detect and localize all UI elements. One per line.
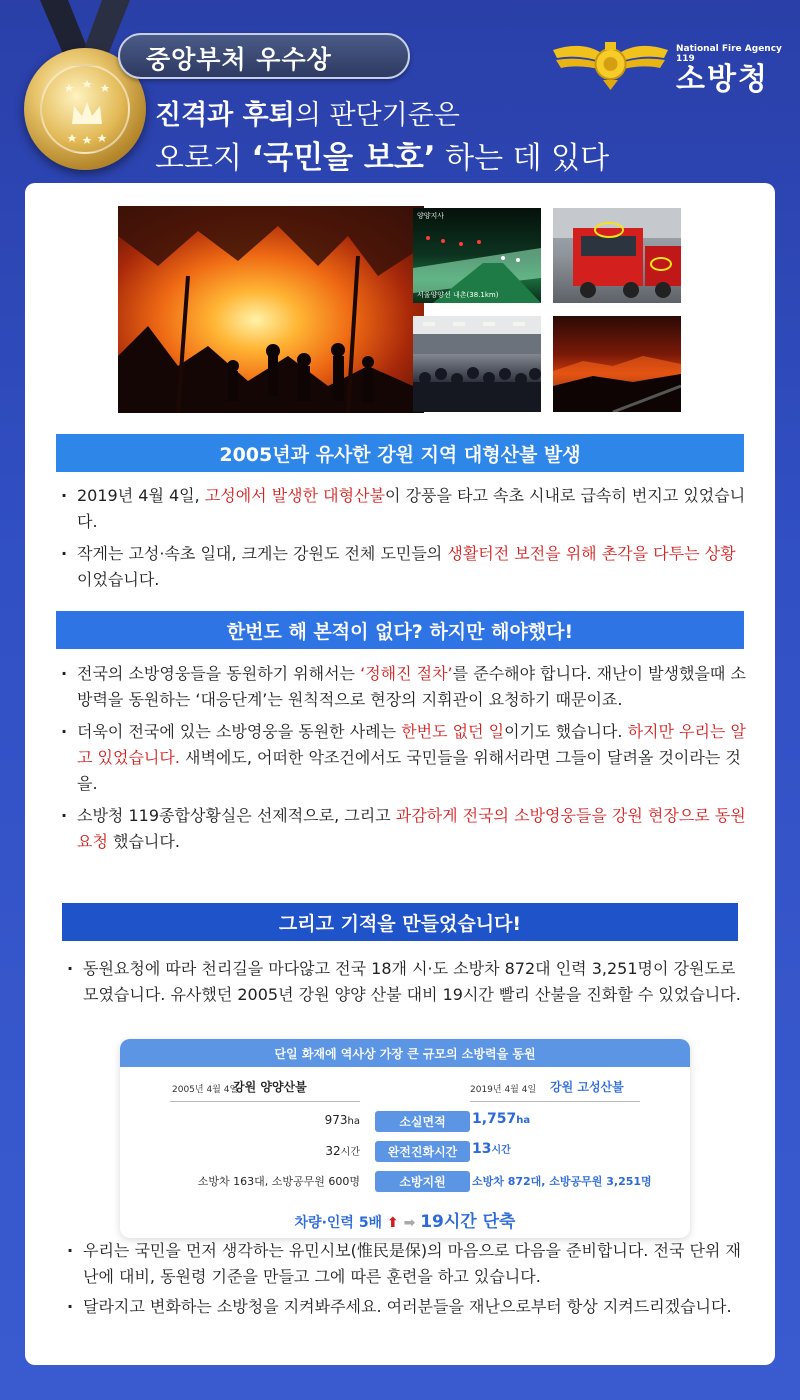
- fire-agency-emblem-icon: [553, 32, 668, 92]
- section-3-list: [65, 956, 745, 1014]
- award-label: 중앙부처 우수상: [146, 45, 332, 74]
- support-label: 소방지원: [375, 1171, 470, 1192]
- section-3-title: 그리고 기적을 만들었습니다!: [62, 903, 738, 941]
- list-item: · 더욱이 전국에 있는 소방영웅을 동원한 사례는 한번도 없던 일이기도 했습니다. 하지만 우리는 알고 있었습니다. 새벽에도, 어떠한 악조건에서도 국민들을 위해서라면 그들이 달려올 것이라는 것을.: [59, 719, 749, 797]
- left-burn-area: 973ha: [324, 1113, 360, 1127]
- right-extinguish-time: 13시간: [472, 1141, 511, 1157]
- burn-area-label: 소실면적: [375, 1111, 470, 1132]
- agency-korean-name: 소방청: [676, 62, 769, 97]
- arrow-up-icon: ⬆: [386, 1215, 399, 1231]
- section-1-list: [59, 483, 749, 599]
- forest-fire-photo: [118, 206, 424, 413]
- content-card: [25, 183, 775, 1365]
- list-item: · 소방청 119종합상황실은 선제적으로, 그리고 과감하게 전국의 소방영웅들을 강원 현장으로 동원요청 했습니다.: [59, 803, 749, 855]
- agency-english-name: National Fire Agency 119: [676, 44, 782, 64]
- list-item: · 2019년 4월 4일, 고성에서 발생한 대형산불이 강풍을 타고 속초 시내로 급속히 번지고 있었습니다.: [59, 483, 749, 535]
- list-item: · 작게는 고성·속초 일대, 크게는 강원도 전체 도민들의 생활터전 보전을 위해 촌각을 다투는 상황이었습니다.: [59, 541, 749, 593]
- section-2-title: 한번도 해 본적이 없다? 하지만 해야했다!: [56, 611, 744, 649]
- cctv-highway-photo: [413, 208, 541, 303]
- header: [0, 0, 800, 185]
- section-1-title: 2005년과 유사한 강원 지역 대형산불 발생: [56, 434, 744, 472]
- headline-line-2: 오로지 ‘국민을 보호’ 하는 데 있다: [155, 140, 610, 176]
- left-support: 소방차 163대, 소방공무원 600명: [197, 1175, 360, 1188]
- list-item: · 우리는 국민을 먼저 생각하는 유민시보(惟民是保)의 마음으로 다음을 준비합니다. 전국 단위 재난에 대비, 동원령 기준을 만들고 그에 따른 훈련을 하고 있습니다.: [65, 1238, 745, 1290]
- left-fire-name: 강원 양양산불: [233, 1080, 307, 1094]
- right-burn-area: 1,757ha: [472, 1111, 531, 1127]
- list-item: · 동원요청에 따라 천리길을 마다않고 전국 18개 시·도 소방차 872대 인력 3,251명이 강원도로 모였습니다. 유사했던 2005년 강원 양양 산불 대비 19시간 빨리 산불을 진화할 수 있었습니다.: [65, 956, 745, 1008]
- night-wildfire-photo: [553, 316, 681, 412]
- arrow-right-icon: ➡: [403, 1215, 416, 1231]
- left-fire-date: 2005년 4월 4일: [172, 1085, 239, 1095]
- divider: [170, 1101, 360, 1102]
- list-item: · 전국의 소방영웅들을 동원하기 위해서는 ‘정해진 절차’를 준수해야 합니다. 재난이 발생했을때 소방력을 동원하는 ‘대응단계’는 원칙적으로 현장의 지휘관이 요청하기 때문이죠.: [59, 661, 749, 713]
- headline-line-1: 진격과 후퇴의 판단기준은: [155, 100, 460, 131]
- left-extinguish-time: 32시간: [325, 1144, 360, 1158]
- comparison-summary: 차량·인력 5배 ⬆ ➡ 19시간 단축: [294, 1212, 516, 1232]
- divider: [470, 1101, 640, 1102]
- closing-list: [65, 1238, 745, 1324]
- cctv-location-label: 서울양양선 내촌(38.1km): [417, 291, 499, 299]
- right-fire-date: 2019년 4월 4일: [470, 1085, 537, 1095]
- command-hall-photo: [413, 316, 541, 412]
- fire-truck-photo: [553, 208, 681, 303]
- list-item: · 달라지고 변화하는 소방청을 지켜봐주세요. 여러분들을 재난으로부터 항상 지켜드리겠습니다.: [65, 1294, 745, 1320]
- right-fire-name: 강원 고성산불: [550, 1080, 624, 1094]
- section-2-list: [59, 661, 749, 861]
- cctv-station-label: 양양지사: [417, 212, 445, 220]
- comparison-title: 단일 화재에 역사상 가장 큰 규모의 소방력을 동원: [120, 1039, 690, 1067]
- comparison-table: [120, 1039, 690, 1238]
- right-support: 소방차 872대, 소방공무원 3,251명: [472, 1175, 652, 1188]
- extinguish-time-label: 완전진화시간: [375, 1141, 470, 1162]
